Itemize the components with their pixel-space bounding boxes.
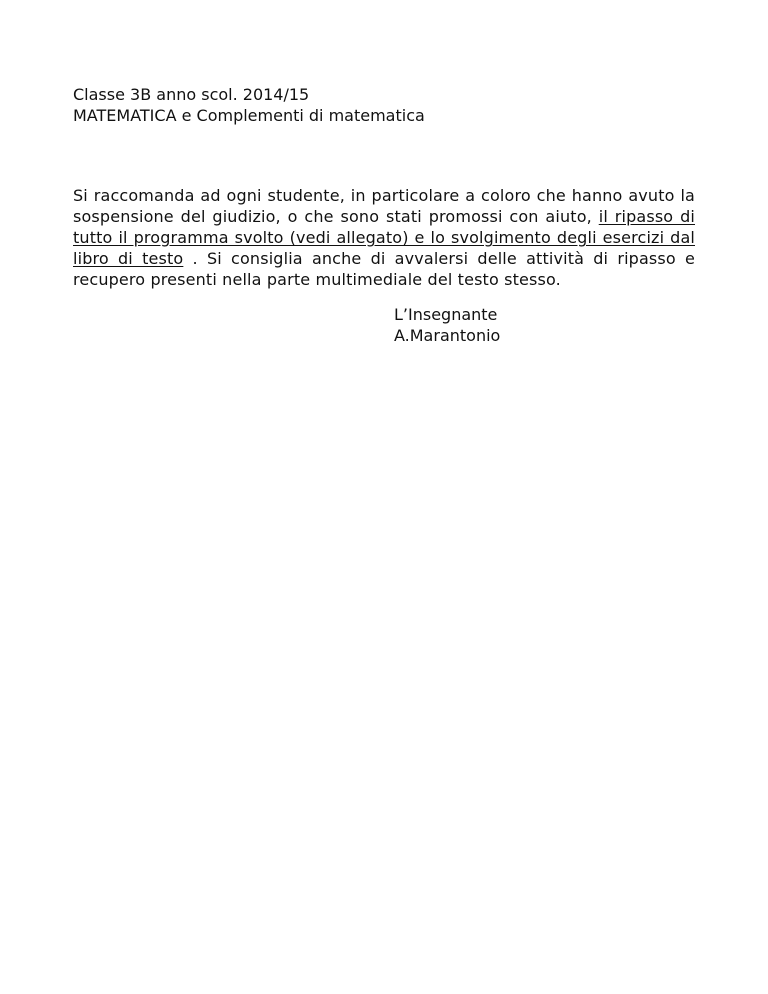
subject-line: MATEMATICA e Complementi di matematica <box>73 106 425 125</box>
document-header <box>73 84 425 126</box>
underlined-instruction: il ripasso di tutto il programma svolto (vedi allegato) e lo svolgimento degli esercizi dal libro di testo <box>73 207 695 268</box>
signature-name: A.Marantonio <box>394 326 501 345</box>
class-year-line: Classe 3B anno scol. 2014/15 <box>73 85 310 104</box>
signature-block <box>394 304 500 346</box>
recommendation-paragraph <box>73 185 695 290</box>
paragraph-text-start: Si raccomanda ad ogni studente, in particolare a coloro che hanno avuto la sospensione del giudizio, o che sono stati promossi con aiuto, <box>73 186 695 226</box>
signature-role: L’Insegnante <box>394 305 498 324</box>
paragraph-text-end: . Si consiglia anche di avvalersi delle attività di ripasso e recupero presenti nella parte multimediale del testo stesso. <box>73 249 696 289</box>
